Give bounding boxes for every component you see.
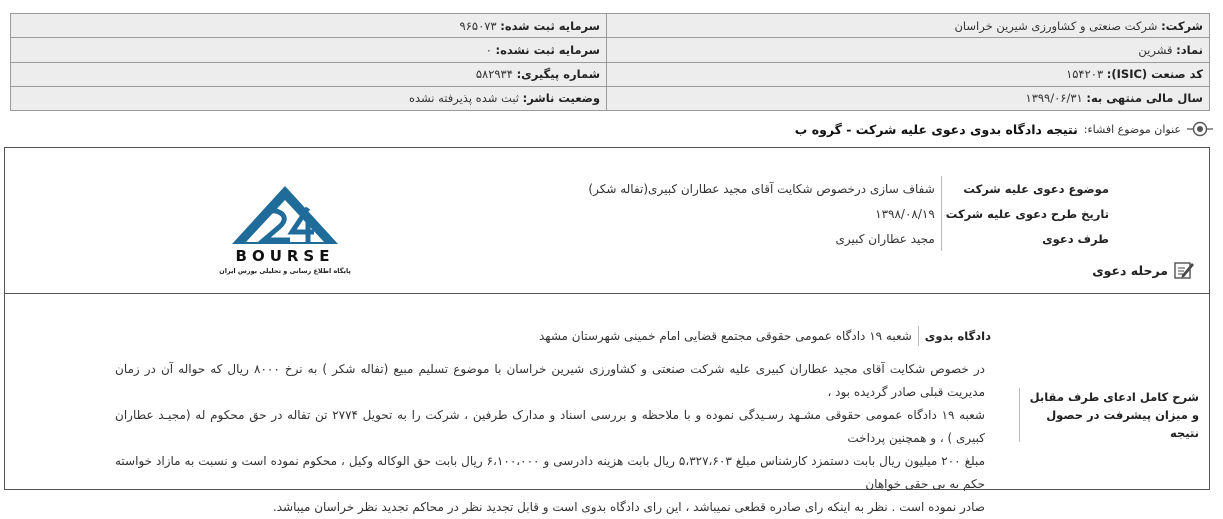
info-row-company (11, 14, 1210, 38)
registered-capital-value: ۹۶۵۰۷۳ (459, 18, 497, 33)
case-date-value: ۱۳۹۸/۰۸/۱۹ (875, 206, 935, 221)
claim-description (109, 358, 1209, 514)
isic-value: ۱۵۴۲۰۳ (1066, 67, 1104, 82)
isic-cell (607, 62, 1210, 86)
tracking-number-label: شماره پیگیری: (516, 67, 600, 82)
publisher-status-value: ثبت شده پذیرفته نشده (408, 91, 520, 106)
case-subject-row (584, 176, 1113, 201)
company-info-table (10, 13, 1210, 111)
fiscal-year-value: ۱۳۹۹/۰۶/۳۱ (1025, 91, 1083, 106)
description-line: صادر نموده است . نظر به اینکه رای صادره قطعی نمیباشد ، این رای دادگاه بدوی است و قابل تجدید نظر در محاکم تجدید نظر خراسان میباشد. (272, 500, 985, 514)
case-party-row (584, 226, 1113, 251)
claim-description-text (115, 358, 985, 519)
bourse-logo-mark (210, 184, 360, 248)
description-line: مبلغ ۲۰۰ میلیون ریال بابت دستمزد کارشناس مبلغ ۵،۳۲۷،۶۰۳ ریال بابت هزینه دادرسی و ۶،۱۰۰،۰۰۰ ریال بابت حق الوکاله وکیل ، محکوم نموده است و نسبت به مازاد خواسته حکم به بی حقی خواهان (115, 454, 985, 491)
registered-capital-label: سرمایه ثبت شده: (500, 18, 600, 33)
company-value: شرکت صنعتی و کشاورزی شیرین خراسان (954, 18, 1158, 33)
registered-capital-cell (11, 14, 607, 38)
claim-description-label: شرح کامل ادعای طرف مقابل و میزان پیشرفت در حصول نتیجه (1019, 388, 1199, 442)
unregistered-capital-cell (11, 38, 607, 62)
description-line: در خصوص شکایت آقای مجید عطاران کبیری علیه شرکت صنعتی و کشاورزی شیرین خراسان با موضوع تسلیم مبیع (تفاله شکر ) به نرخ ۸۰۰۰ ریال که حواله آن در زمان مدیریت قبلی صادر گردیده بود ، (115, 362, 985, 399)
subject-label: عنوان موضوع افشاء: (1083, 122, 1181, 136)
publisher-status-cell (11, 86, 607, 110)
tracking-number-cell (11, 62, 607, 86)
unregistered-capital-value: ۰ (485, 42, 492, 57)
info-row-fiscal-year (11, 86, 1210, 110)
unregistered-capital-label: سرمایه ثبت نشده: (495, 42, 600, 57)
fiscal-year-label: سال مالی منتهی به: (1086, 91, 1203, 106)
case-date-row (584, 201, 1113, 226)
publisher-status-label: وضعیت ناشر: (522, 91, 600, 106)
bourse-logo (210, 184, 360, 280)
bourse-logo-text: BOURSE (235, 247, 335, 265)
subject-title: نتیجه دادگاه بدوی دعوی علیه شرکت - گروه ب (794, 121, 1078, 137)
court-label: دادگاه بدوی (918, 326, 997, 346)
lawsuit-details-box (4, 147, 1210, 514)
disclosure-subject (795, 118, 1213, 140)
target-icon (1187, 118, 1213, 140)
case-stage-label: مرحله دعوی (1092, 262, 1168, 278)
case-party-value: مجید عطاران کبیری (835, 231, 935, 246)
case-info-table (584, 176, 1113, 251)
case-date-label: تاریخ طرح دعوی علیه شرکت (941, 201, 1113, 226)
symbol-label: نماد: (1176, 42, 1203, 57)
court-value: شعبه ۱۹ دادگاه عمومی حقوقی مجتمع قضایی امام خمینی شهرستان مشهد (539, 329, 912, 343)
symbol-cell (607, 38, 1210, 62)
case-subject-value: شفاف سازی درخصوص شکایت آقای مجید عطاران کبیری(تفاله شکر) (588, 181, 935, 196)
case-stage-heading (1092, 260, 1195, 280)
section-divider (5, 293, 1209, 294)
court-row (539, 326, 997, 346)
fiscal-year-cell (607, 86, 1210, 110)
company-name-cell (607, 14, 1210, 38)
symbol-value: قشرین (1138, 42, 1173, 57)
company-label: شرکت: (1161, 18, 1203, 33)
bourse-logo-subtitle: پایگاه اطلاع رسانی و تحلیلی بورس ایران (219, 267, 351, 275)
case-party-label: طرف دعوی (941, 226, 1113, 251)
info-row-isic (11, 62, 1210, 86)
tracking-number-value: ۵۸۲۹۳۴ (475, 67, 513, 82)
edit-icon (1173, 260, 1195, 280)
description-line: شعبه ۱۹ دادگاه عمومی حقوقی مشـهد رسـیدگی نموده و با ملاحظه و بررسی اسناد و مدارک طرفین ، شرکت را به تحویل ۲۷۷۴ تن تفاله در حق محکوم له (مجیـد عطاران کبیری ) ، و همچنین پرداخت (115, 408, 985, 445)
info-row-symbol (11, 38, 1210, 62)
case-subject-label: موضوع دعوی علیه شرکت (941, 176, 1113, 201)
isic-label: کد صنعت (ISIC): (1106, 67, 1203, 82)
